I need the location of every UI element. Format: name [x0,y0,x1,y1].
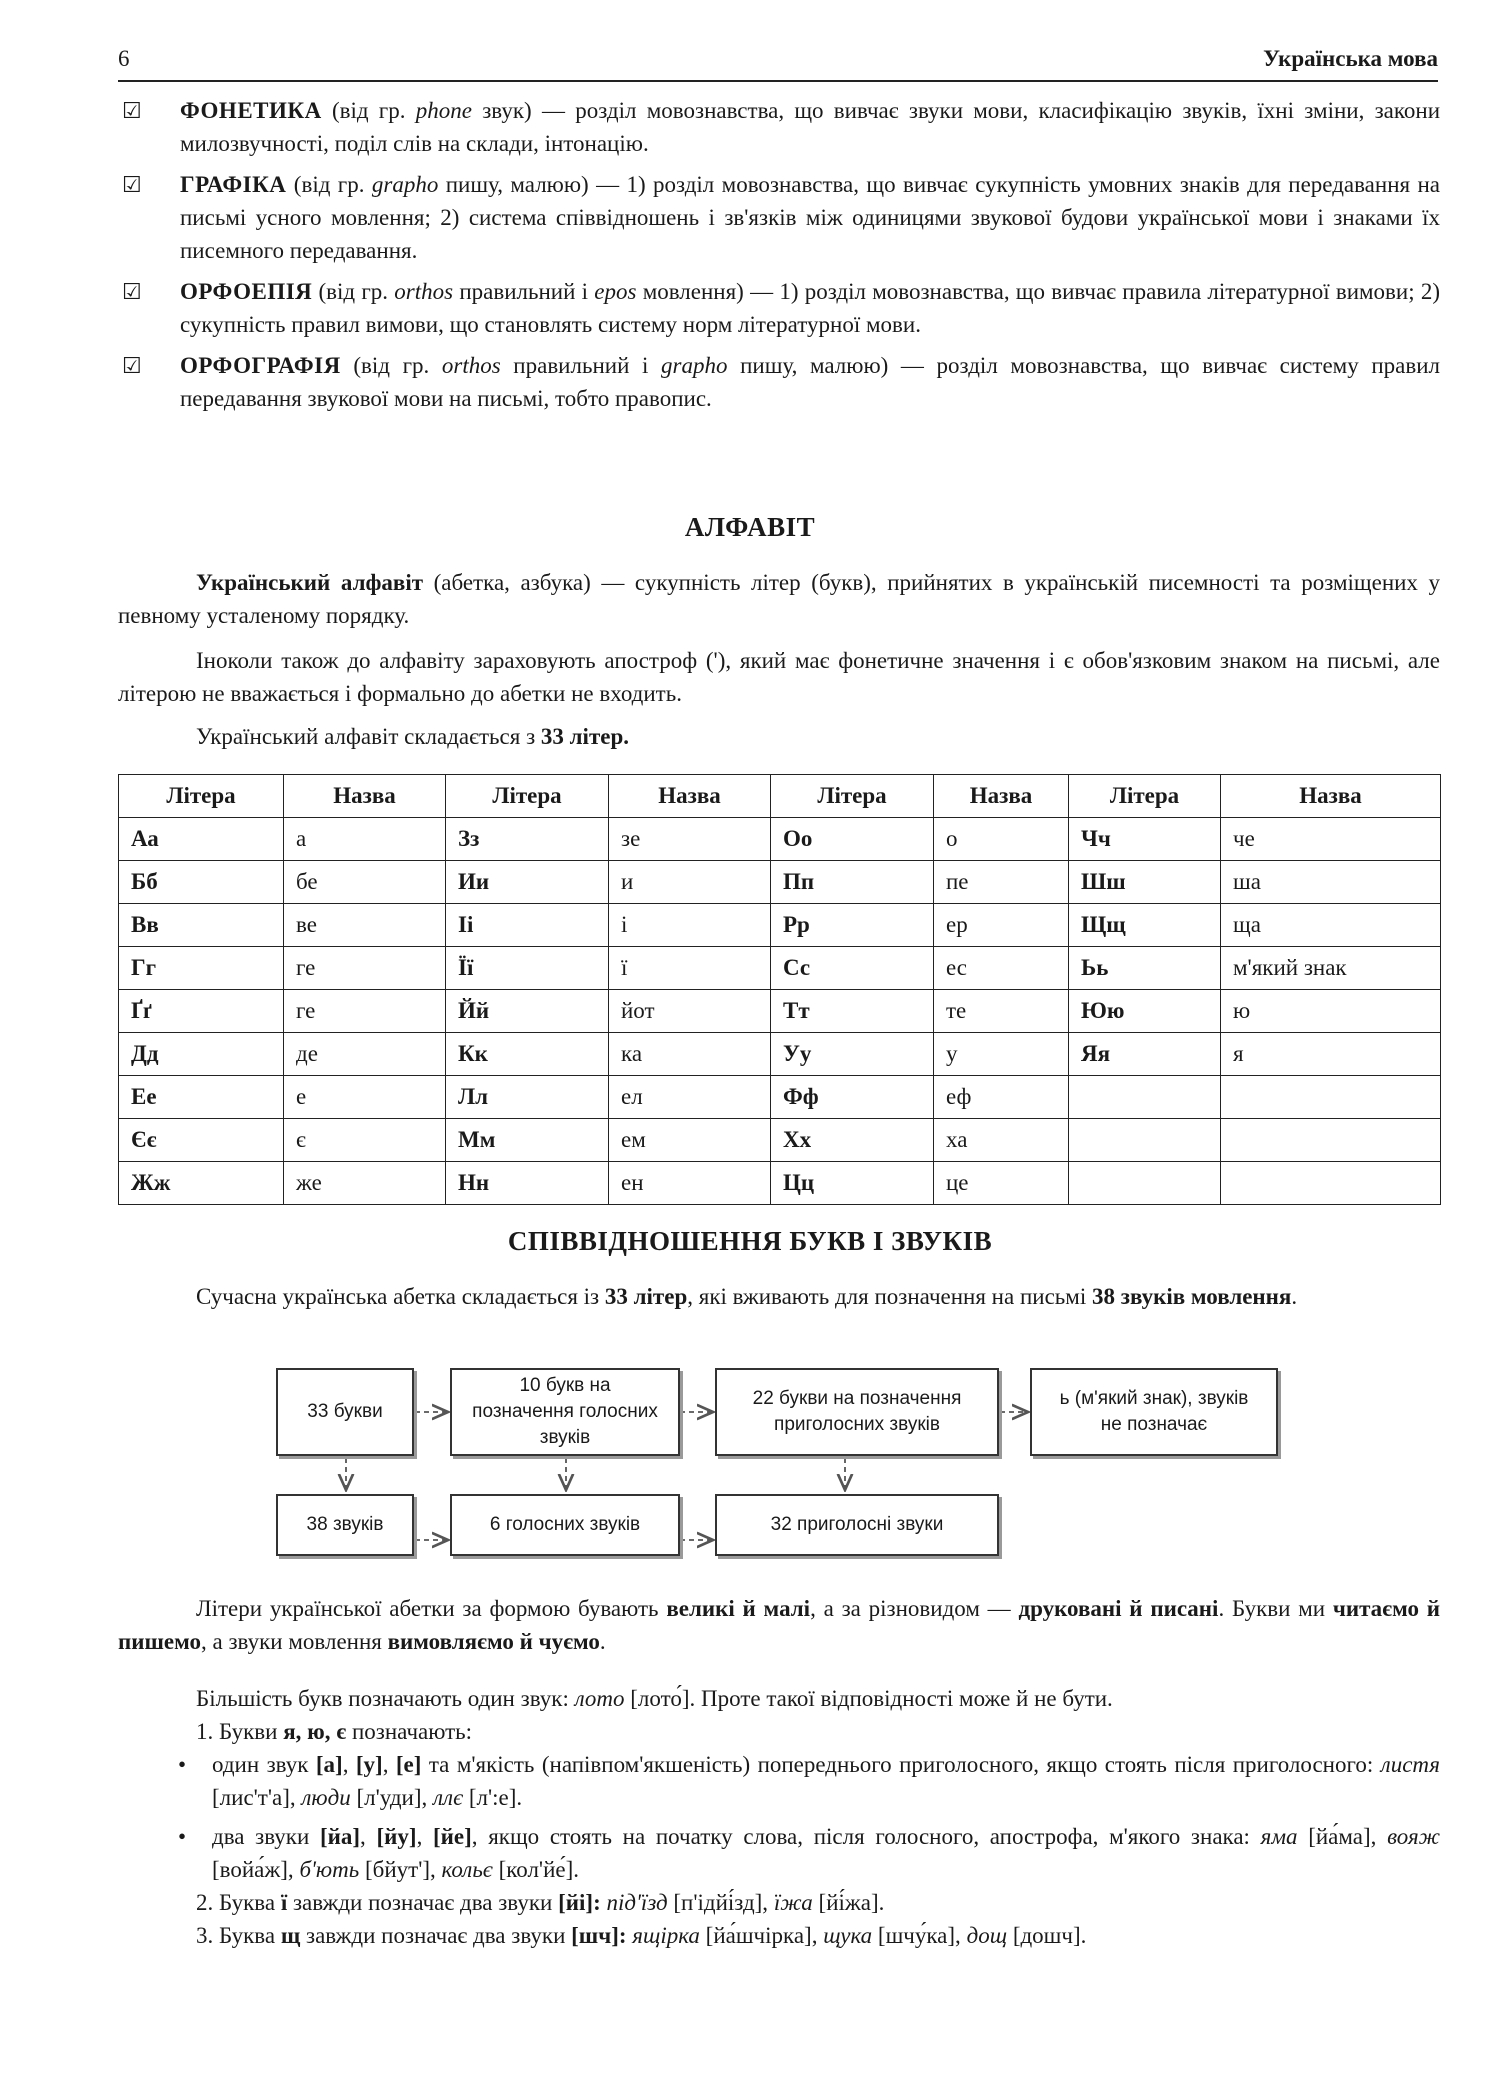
sound: [у] [355,1752,383,1777]
term-text: правильний і [500,353,662,378]
book-title: Українська мова [1263,46,1438,71]
correlation-intro [118,1280,1440,1313]
rule-text: 3. Буква [196,1923,281,1948]
term-definition: мовлення) — 1) розділ мовознавства, що вивчає правила літературної вимови; 2) сукупність правил вимови, що становлять систему норм літературної мови. [180,279,1441,337]
sound: [е] [395,1752,422,1777]
letter-cell: Дд [119,1033,284,1076]
letter-name-cell: ша [1221,861,1441,904]
letter-cell: Яя [1069,1033,1221,1076]
paragraph-text: , а за різновидом — [810,1596,1019,1621]
term-text: (від гр. [340,353,442,378]
letter-name-cell: ер [934,904,1069,947]
running-head [118,42,1438,82]
letter-cell: Мм [446,1119,609,1162]
sound: [йа] [319,1824,361,1849]
bold-letters: я, ю, є [283,1719,347,1744]
letter-name-cell: де [284,1033,446,1076]
letter-name-cell: зе [609,818,771,861]
table-row [119,818,1441,861]
checkbox-icon: ☑ [122,280,142,305]
rule-text: , [360,1824,377,1849]
transcription: [шчу́ка], [872,1923,967,1948]
bold-phrase: вимовляємо й чуємо [387,1629,600,1654]
letter-name-cell: я [1221,1033,1441,1076]
term-phonetics [118,94,1440,160]
table-row [119,1033,1441,1076]
term-name: ОРФОГРАФІЯ [180,353,341,378]
bold-number: 33 літер [604,1284,688,1309]
letter-name-cell: у [934,1033,1069,1076]
letter-name-cell: ї [609,947,771,990]
table-row [119,904,1441,947]
rule-1-bullet-1 [118,1748,1440,1814]
sound: [йі]: [558,1890,601,1915]
letter-name-cell: пе [934,861,1069,904]
column-header: Назва [284,775,446,818]
alphabet-count [118,720,1440,753]
letters-sounds-diagram [0,1350,1500,1560]
letter-name-cell: те [934,990,1069,1033]
example-word: яма [1260,1824,1298,1849]
rule-text: та м'якість (напівпом'якшеність) попереднього приголосного, якщо стоять після приголосного: [421,1752,1381,1777]
letter-cell: Сс [771,947,934,990]
example-word: вояж [1387,1824,1441,1849]
letter-name-cell: ес [934,947,1069,990]
letter-name-cell: ю [1221,990,1441,1033]
transcription: [кол'йе́]. [492,1857,580,1882]
letter-cell: Ее [119,1076,284,1119]
paragraph-text: Український алфавіт складається з [196,724,541,749]
rule-text: , [416,1824,433,1849]
rule-text: 1. Букви [196,1719,284,1744]
table-header-row [119,775,1441,818]
letter-cell: Чч [1069,818,1221,861]
letter-cell: Єє [119,1119,284,1162]
section-title-correlation: СПІВВІДНОШЕННЯ БУКВ І ЗВУКІВ [507,1226,993,1256]
column-header: Літера [446,775,609,818]
column-header: Назва [934,775,1069,818]
example-word: ллє [433,1785,464,1810]
paragraph-text: Сучасна українська абетка складається із [196,1284,605,1309]
letter-name-cell: еф [934,1076,1069,1119]
letter-cell: Нн [446,1162,609,1205]
box-33-letters: 33 букви [276,1368,414,1456]
letter-cell: Пп [771,861,934,904]
letter-name-cell: є [284,1119,446,1162]
letter-cell: Жж [119,1162,284,1205]
column-header: Назва [609,775,771,818]
paragraph-text: Більшість букв позначають один звук: [196,1686,575,1711]
box-22-consonant-letters: 22 букви на позначення приголосних звуків [715,1368,999,1456]
transcription: [л':е]. [463,1785,523,1810]
term-definition: звук) — розділ мовознавства, що вивчає звуки мови, класифікацію звуків, їхні зміни, закони милозвучності, поділ слів на склади, інтонацію. [180,98,1440,156]
terms-list [118,94,1440,423]
letter-name-cell: м'який знак [1221,947,1441,990]
example-word: під'їзд [600,1890,668,1915]
box-38-sounds: 38 звуків [276,1494,414,1556]
letter-cell: Ґґ [119,990,284,1033]
sound: [йе] [433,1824,472,1849]
box-32-consonant-sounds: 32 приголосні звуки [715,1494,999,1556]
letter-cell: Вв [119,904,284,947]
letter-name-cell: че [1221,818,1441,861]
letter-cell [1069,1162,1221,1205]
letter-cell: Бб [119,861,284,904]
paragraph-text: , а звуки мовлення [201,1629,388,1654]
letter-name-cell [1221,1119,1441,1162]
forms-paragraph [118,1592,1440,1658]
bullet-icon: • [178,1752,187,1777]
paragraph-text: Літери української абетки за формою бувають [196,1596,667,1621]
letter-cell: Гг [119,947,284,990]
transcription: [йі́жа]. [812,1890,885,1915]
term-text: (від гр. [321,98,416,123]
checkbox-icon: ☑ [122,99,142,124]
letter-name-cell: ем [609,1119,771,1162]
example-word: б'ють [299,1857,360,1882]
box-10-vowel-letters: 10 букв на позначення голосних звуків [450,1368,680,1456]
example-word: щука [823,1923,873,1948]
letter-cell: Зз [446,818,609,861]
paragraph-text: . Букви ми [1218,1596,1333,1621]
letter-cell: Її [446,947,609,990]
section-title-alphabet: АЛФАВІТ [684,512,816,542]
letter-cell: Рр [771,904,934,947]
letter-cell: Кк [446,1033,609,1076]
paragraph-text: . [1291,1284,1298,1309]
table-body [119,818,1441,1205]
box-6-vowel-sounds: 6 голосних звуків [450,1494,680,1556]
letter-name-cell: же [284,1162,446,1205]
bold-phrase: великі й малі [666,1596,811,1621]
transcription: [лис'т'а], [212,1785,302,1810]
letter-cell: Ии [446,861,609,904]
letter-name-cell: и [609,861,771,904]
table-row [119,1076,1441,1119]
letter-name-cell: ха [934,1119,1069,1162]
bold-letters: щ [280,1923,301,1948]
transcription: [дошч]. [1007,1923,1087,1948]
paragraph-text: (абетка, азбука) — сукупність літер (букв), прийнятих в українській писемності та розміщених у певному усталеному порядку. [118,570,1441,628]
paragraph-text: . Проте такої відповідності може й не бути. [689,1686,1113,1711]
term-origin: orthos [441,353,501,378]
table-row [119,1119,1441,1162]
column-header: Назва [1221,775,1441,818]
page-number: 6 [118,46,130,71]
letter-cell: Шш [1069,861,1221,904]
checkbox-icon: ☑ [122,354,142,379]
letter-cell: Ьь [1069,947,1221,990]
term-text: (від гр. [312,279,395,304]
transcription: [лото́] [624,1686,690,1711]
term-origin: epos [594,279,637,304]
rule-text: завжди позначає два звуки [300,1923,572,1948]
term-name: ГРАФІКА [180,172,287,197]
box-soft-sign: ь (м'який знак), звуків не позначає [1030,1368,1278,1456]
letter-cell [1069,1076,1221,1119]
rule-text: , якщо стоять на початку слова, після голосного, апострофа, м'якого знака: [471,1824,1261,1849]
letter-name-cell: ве [284,904,446,947]
term-origin: orthos [394,279,454,304]
letter-cell: Йй [446,990,609,1033]
letter-name-cell: і [609,904,771,947]
term-text: правильний і [453,279,595,304]
letter-cell: Лл [446,1076,609,1119]
rules-list [118,1682,1440,1952]
letter-name-cell: о [934,818,1069,861]
letter-cell: Іі [446,904,609,947]
sound: [йу] [376,1824,417,1849]
letter-cell: Уу [771,1033,934,1076]
term-origin: grapho [661,353,728,378]
letter-name-cell: ге [284,947,446,990]
example-word: листя [1380,1752,1440,1777]
rule-text: , [382,1752,396,1777]
letter-name-cell: ге [284,990,446,1033]
example-word: дощ [966,1923,1008,1948]
column-header: Літера [1069,775,1221,818]
term-text: (від гр. [286,172,372,197]
letter-cell: Цц [771,1162,934,1205]
table-row [119,1162,1441,1205]
term-name: ОРФОЕПІЯ [180,279,313,304]
example-word: їжа [773,1890,813,1915]
term-origin: grapho [371,172,439,197]
most-letters-paragraph [118,1682,1440,1715]
alphabet-table [118,774,1441,1205]
column-header: Літера [119,775,284,818]
rule-text: два звуки [212,1824,320,1849]
letter-cell: Оо [771,818,934,861]
bold-phrase: читаємо й пишемо [118,1596,1441,1654]
transcription: [войа́ж], [212,1857,300,1882]
letter-name-cell: це [934,1162,1069,1205]
paragraph-text: . [599,1629,606,1654]
letter-name-cell: йот [609,990,771,1033]
letter-name-cell: е [284,1076,446,1119]
rule-2 [118,1886,1440,1919]
letter-cell: Аа [119,818,284,861]
term-orthoepy [118,275,1440,341]
sound: [а] [315,1752,343,1777]
letter-cell: Щщ [1069,904,1221,947]
bold-number: 33 літер. [540,724,629,749]
transcription: [п'ідйі́зд], [667,1890,774,1915]
rule-text: 2. Буква [196,1890,281,1915]
letter-name-cell: а [284,818,446,861]
paragraph-text: , які вживають для позначення на письмі [687,1284,1092,1309]
example-word: кольє [441,1857,493,1882]
rule-3 [118,1919,1440,1952]
letter-name-cell: бе [284,861,446,904]
rule-text: позначають: [346,1719,473,1744]
transcription: [йа́шчірка], [699,1923,824,1948]
bold-phrase: друковані й писані [1018,1596,1219,1621]
letter-name-cell [1221,1076,1441,1119]
term-name: ФОНЕТИКА [180,98,322,123]
table-row [119,990,1441,1033]
letter-cell: Фф [771,1076,934,1119]
checkbox-icon: ☑ [122,173,142,198]
rule-text: , [342,1752,356,1777]
rule-text: завжди позначає два звуки [287,1890,559,1915]
term-definition: пишу, малюю) — розділ мовознавства, що вивчає систему правил передавання звукової мови на письмі, тобто правопис. [180,353,1440,411]
letter-name-cell [1221,1162,1441,1205]
letter-name-cell: ел [609,1076,771,1119]
term-orthography [118,349,1440,415]
bullet-icon: • [178,1824,187,1849]
alphabet-definition [118,566,1440,632]
example-word: люди [301,1785,351,1810]
example-word: ящірка [626,1923,700,1948]
bold-number: 38 звуків мовлення [1091,1284,1292,1309]
transcription: [йа́ма], [1297,1824,1388,1849]
sound: [шч]: [571,1923,627,1948]
apostrophe-note: Іноколи також до алфавіту зараховують апостроф ('), який має фонетичне значення і є обов'язковим знаком на письмі, але літерою не вважається і формально до абетки не входить. [118,648,1440,706]
transcription: [бйут'], [359,1857,442,1882]
table-row [119,861,1441,904]
letter-name-cell: ен [609,1162,771,1205]
term-definition: пишу, малюю) — 1) розділ мовознавства, що вивчає сукупність умовних знаків для передавання на письмі усного мовлення; 2) система співвідношень і зв'язків між одиницями звукової будови української мови і знаками їх писемного передавання. [180,172,1440,263]
term-origin: phone [415,98,472,123]
rule-1 [118,1715,1440,1748]
rule-1-bullet-2 [118,1820,1440,1886]
transcription: [л'уди], [350,1785,434,1810]
letter-name-cell: ка [609,1033,771,1076]
letter-cell: Хх [771,1119,934,1162]
letter-cell: Тт [771,990,934,1033]
bold-term: Український алфавіт [196,570,424,595]
rule-text: один звук [212,1752,316,1777]
letter-name-cell: ща [1221,904,1441,947]
letter-cell [1069,1119,1221,1162]
example-word: лото [574,1686,625,1711]
table-row [119,947,1441,990]
letter-cell: Юю [1069,990,1221,1033]
bold-letters: ї [280,1890,288,1915]
term-graphics [118,168,1440,267]
column-header: Літера [771,775,934,818]
